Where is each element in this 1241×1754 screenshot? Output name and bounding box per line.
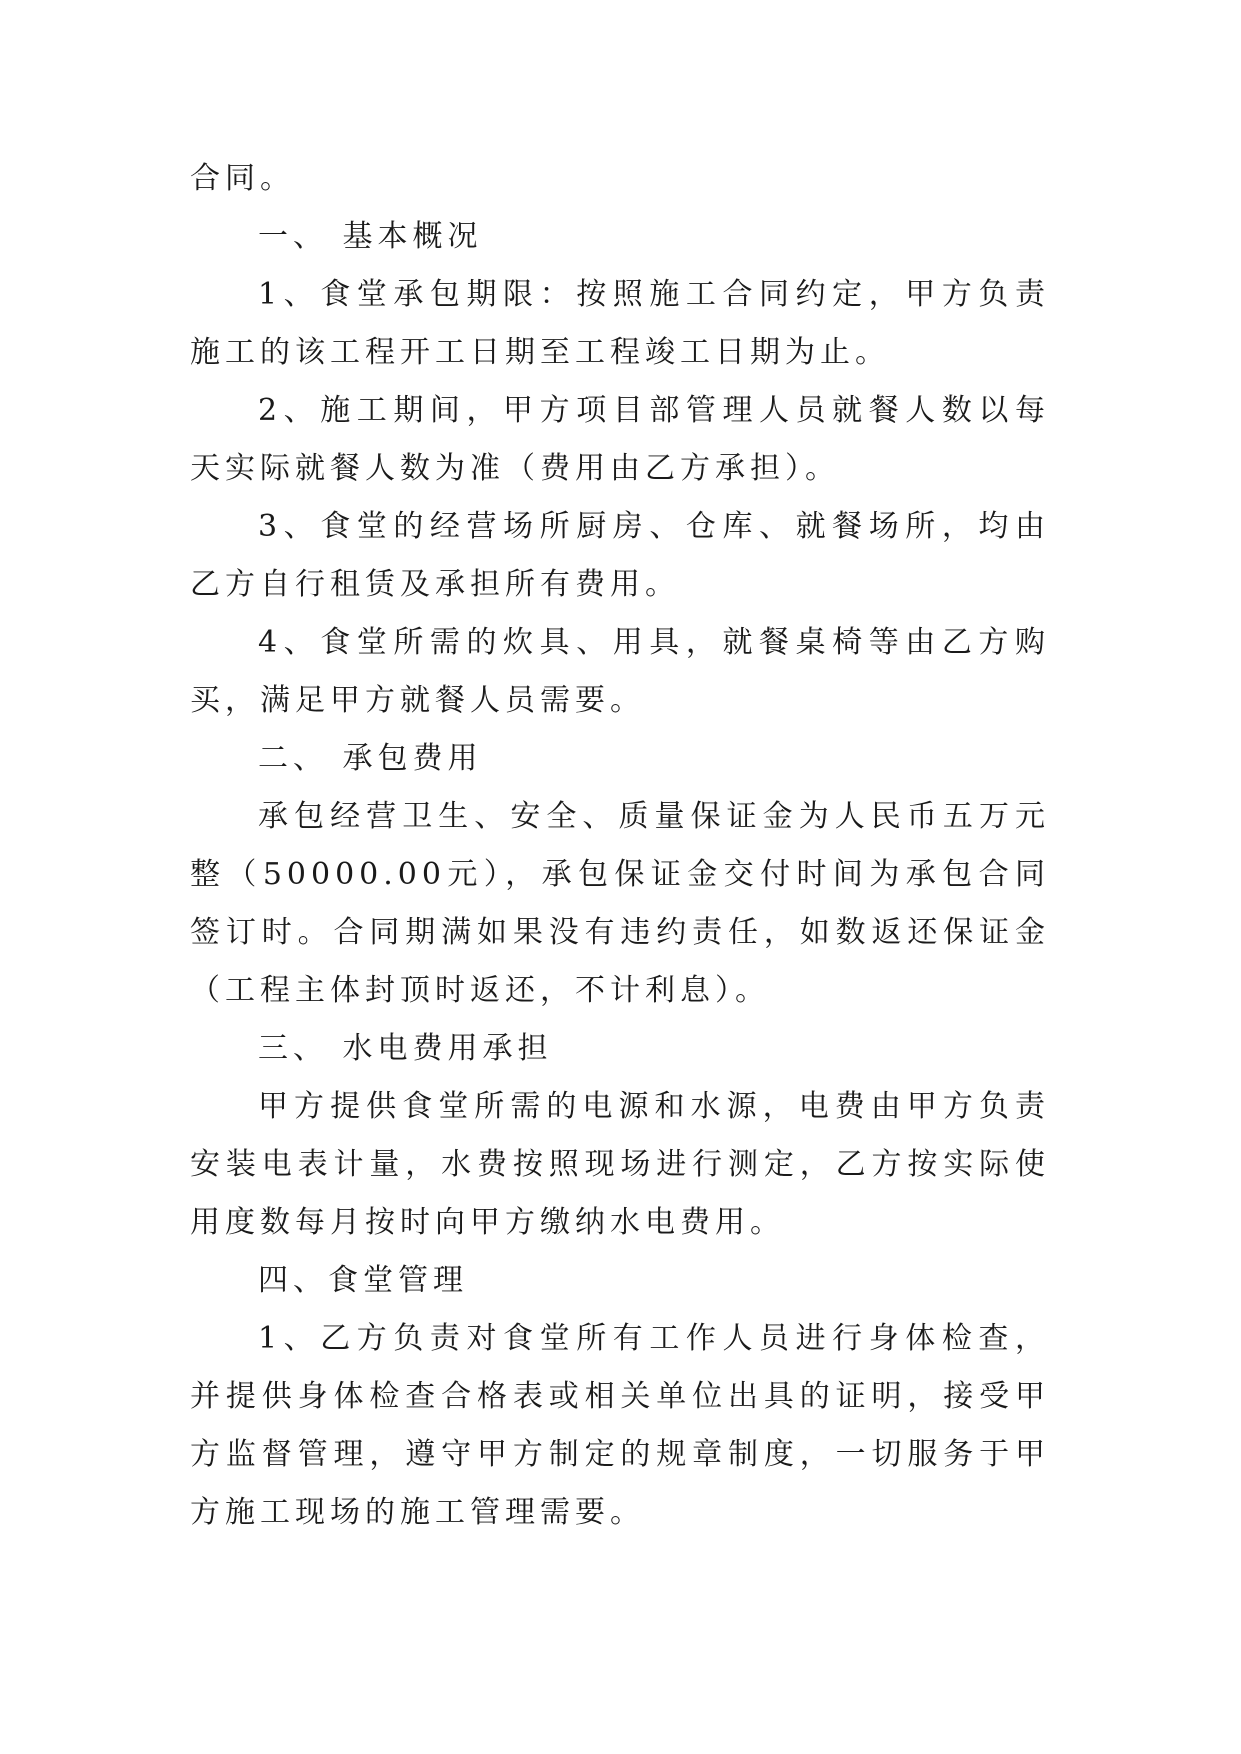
section-heading-canteen-management: 四、食堂管理: [258, 1263, 468, 1298]
paragraph-health-check: 1、乙方负责对食堂所有工作人员进行身体检查，并提供身体检查合格表或相关单位出具的证明，接受甲方监督管理，遵守甲方制定的规章制度，一切服务于甲方施工现场的施工管理需要。: [190, 1321, 1050, 1530]
section-heading-basic-overview: 一、 基本概况: [258, 219, 483, 254]
paragraph-canteen-term: 1、食堂承包期限：按照施工合同约定，甲方负责施工的该工程开工日期至工程竣工日期为止。: [190, 277, 1050, 370]
paragraph-contract-tail: 合同。: [190, 161, 295, 196]
document-page: [190, 150, 1050, 1542]
paragraph-deposit: 承包经营卫生、安全、质量保证金为人民币五万元整（50000.00元），承包保证金交付时间为承包合同签订时。合同期满如果没有违约责任，如数返还保证金（工程主体封顶时返还，不计利息）。: [190, 799, 1050, 1008]
paragraph-utensils: 4、食堂所需的炊具、用具，就餐桌椅等由乙方购买，满足甲方就餐人员需要。: [190, 625, 1050, 718]
section-heading-utilities: 三、 水电费用承担: [258, 1031, 553, 1066]
paragraph-utilities: 甲方提供食堂所需的电源和水源，电费由甲方负责安装电表计量，水费按照现场进行测定，乙方按实际使用度数每月按时向甲方缴纳水电费用。: [190, 1089, 1050, 1240]
paragraph-premises: 3、食堂的经营场所厨房、仓库、就餐场所，均由乙方自行租赁及承担所有费用。: [190, 509, 1050, 602]
paragraph-dining-count: 2、施工期间，甲方项目部管理人员就餐人数以每天实际就餐人数为准（费用由乙方承担）。: [190, 393, 1050, 486]
section-heading-contract-fee: 二、 承包费用: [258, 741, 483, 776]
